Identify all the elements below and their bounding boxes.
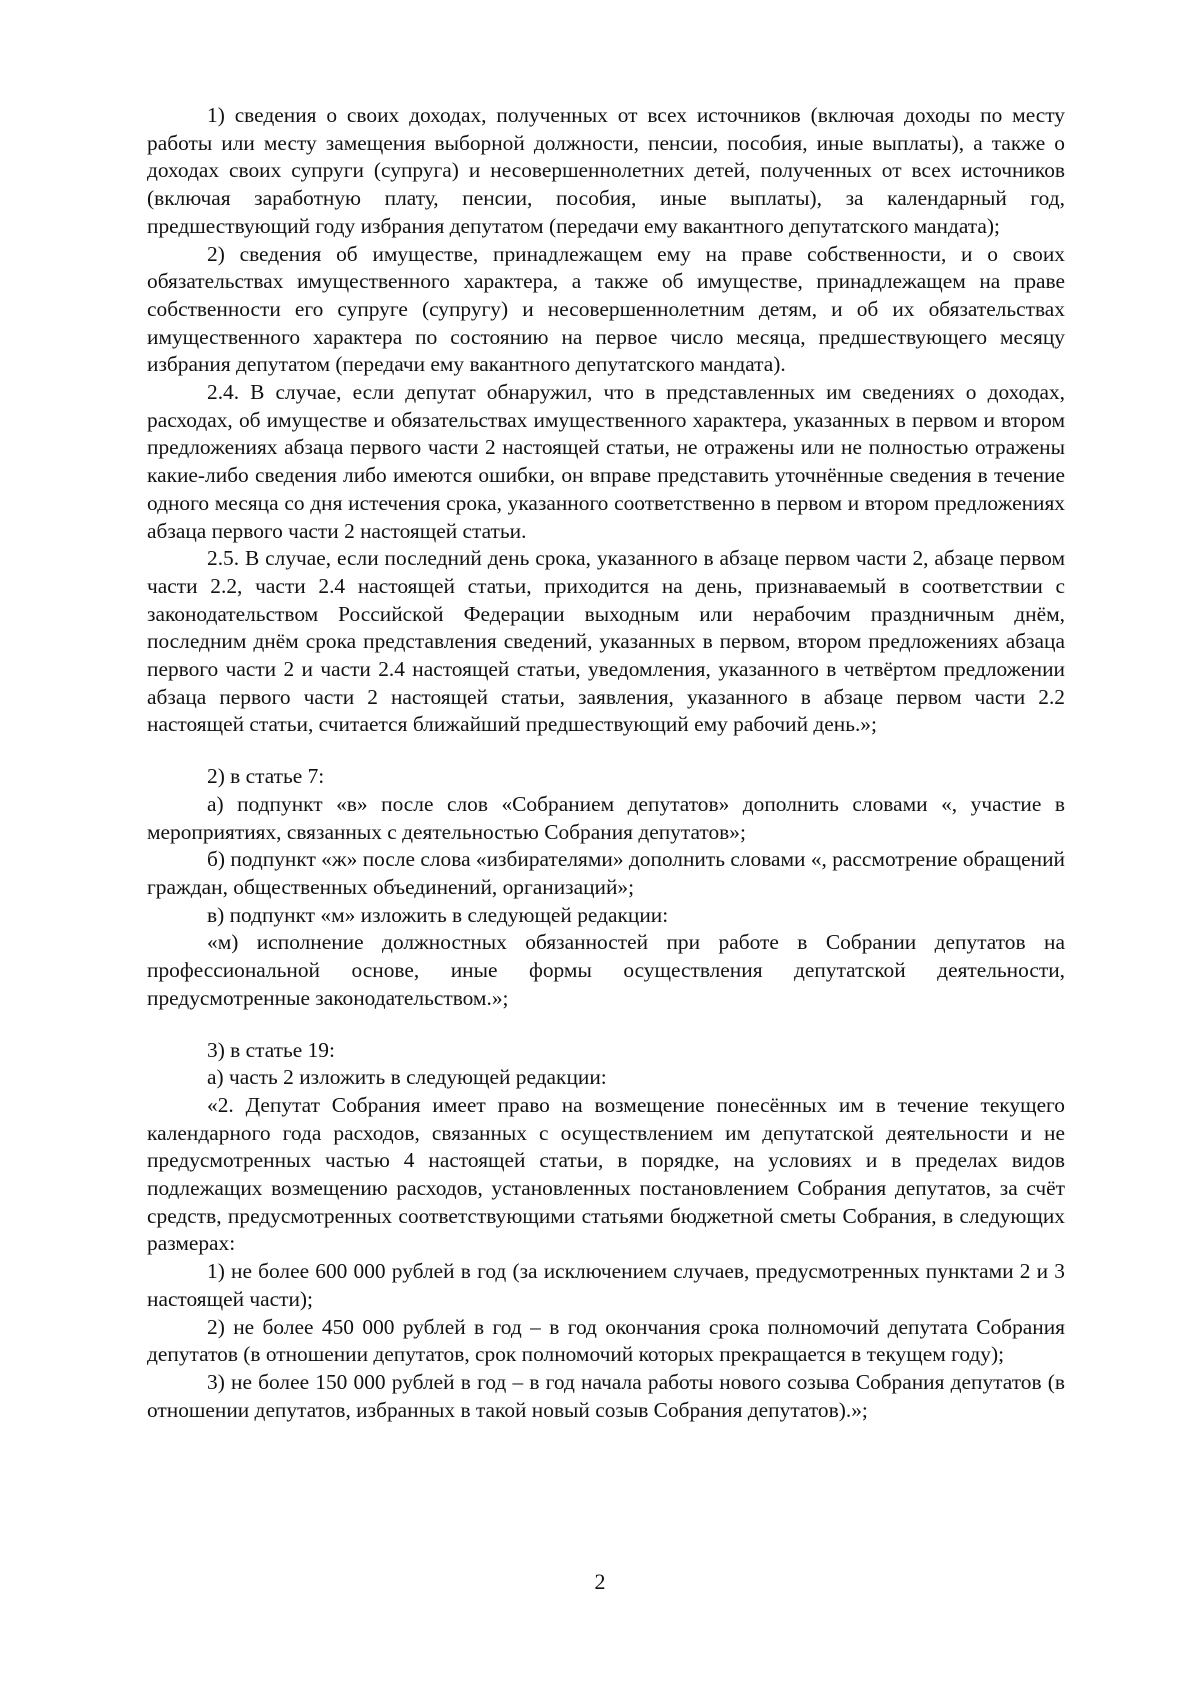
paragraph-2-5: 2.5. В случае, если последний день срока, указанного в абзаце первом части 2, абзаце первом части 2.2, части 2.4 настоящей статьи, приходится на день, признаваемый в соответствии с законодательством Российской Федерации выходным или нерабочим праздничным днём, последним днём срока представления сведений, указанных в первом, втором предложениях абзаца первого части 2 и части 2.4 настоящей статьи, уведомления, указанного в четвёртом предложении абзаца первого части 2 настоящей статьи, заявления, указанного в абзаце первом части 2.2 настоящей статьи, считается ближайший предшествующий ему рабочий день.»; — [147, 546, 1065, 737]
paragraph-article-7: 2) в статье 7: — [207, 764, 325, 789]
paragraph-7-a: а) подпункт «в» после слов «Собранием депутатов» дополнить словами «, участие в мероприятиях, связанных с деятельностью Собрания депутатов»; — [147, 791, 1065, 844]
paragraph-19-item-3: 3) не более 150 000 рублей в год – в год начала работы нового созыва Собрания депутатов (в отношении депутатов, избранных в такой новый созыв Собрания депутатов).»; — [147, 1369, 1065, 1422]
paragraph-income-info: 1) сведения о своих доходах, полученных от всех источников (включая доходы по месту работы или месту замещения выборной должности, пенсии, пособия, иные выплаты), а также о доходах своих супруги (супруга) и несовершеннолетних детей, полученных от всех источников (включая заработную плату, пенсии, пособия, иные выплаты), за календарный год, предшествующий году избрания депутатом (передачи ему вакантного депутатского мандата); — [147, 103, 1065, 238]
paragraph-7-m-text: «м) исполнение должностных обязанностей при работе в Собрании депутатов на профессиональной основе, иные формы осуществления депутатской деятельности, предусмотренные законодательством.»; — [147, 930, 1065, 1010]
page-number: 2 — [594, 1569, 606, 1594]
paragraph-article-19: 3) в статье 19: — [207, 1037, 335, 1062]
paragraph-property-info: 2) сведения об имуществе, принадлежащем ему на праве собственности, и о своих обязательствах имущественного характера, а также об имуществе, принадлежащем на праве собственности его супруге (супругу) и несовершеннолетним детям, и об их обязательствах имущественного характера по состоянию на первое число месяца, предшествующего месяцу избрания депутатом (передачи ему вакантного депутатского мандата). — [147, 241, 1065, 377]
paragraph-7-b: б) подпункт «ж» после слова «избирателями» дополнить словами «, рассмотрение обращений граждан, общественных объединений, организаций»; — [147, 847, 1065, 899]
paragraph-19-a: а) часть 2 изложить в следующей редакции: — [207, 1065, 607, 1090]
paragraph-19-item-2: 2) не более 450 000 рублей в год – в год окончания срока полномочий депутата Собрания депутатов (в отношении депутатов, срок полномочий которых прекращается в текущем году); — [147, 1314, 1065, 1367]
paragraph-19-part-2: «2. Депутат Собрания имеет право на возмещение понесённых им в течение текущего календарного года расходов, связанных с осуществлением им депутатской деятельности и не предусмотренных частью 4 настоящей статьи, в порядке, на условиях и в пределах видов подлежащих возмещению расходов, установленных постановлением Собрания депутатов, за счёт средств, предусмотренных соответствующими статьями бюджетной сметы Собрания, в следующих размерах: — [147, 1092, 1065, 1256]
document-body — [147, 102, 1065, 1424]
paragraph-19-item-1: 1) не более 600 000 рублей в год (за исключением случаев, предусмотренных пунктами 2 и 3 настоящей части); — [147, 1259, 1065, 1311]
paragraph-7-v: в) подпункт «м» изложить в следующей редакции: — [207, 902, 669, 927]
paragraph-2-4: 2.4. В случае, если депутат обнаружил, что в представленных им сведениях о доходах, расходах, об имуществе и обязательствах имущественного характера, указанных в первом и втором предложениях абзаца первого части 2 настоящей статьи, не отражены или не полностью отражены какие-либо сведения либо имеются ошибки, он вправе представить уточнённые сведения в течение одного месяца со дня истечения срока, указанного соответственно в первом и втором предложениях абзаца первого части 2 настоящей статьи. — [147, 380, 1065, 543]
